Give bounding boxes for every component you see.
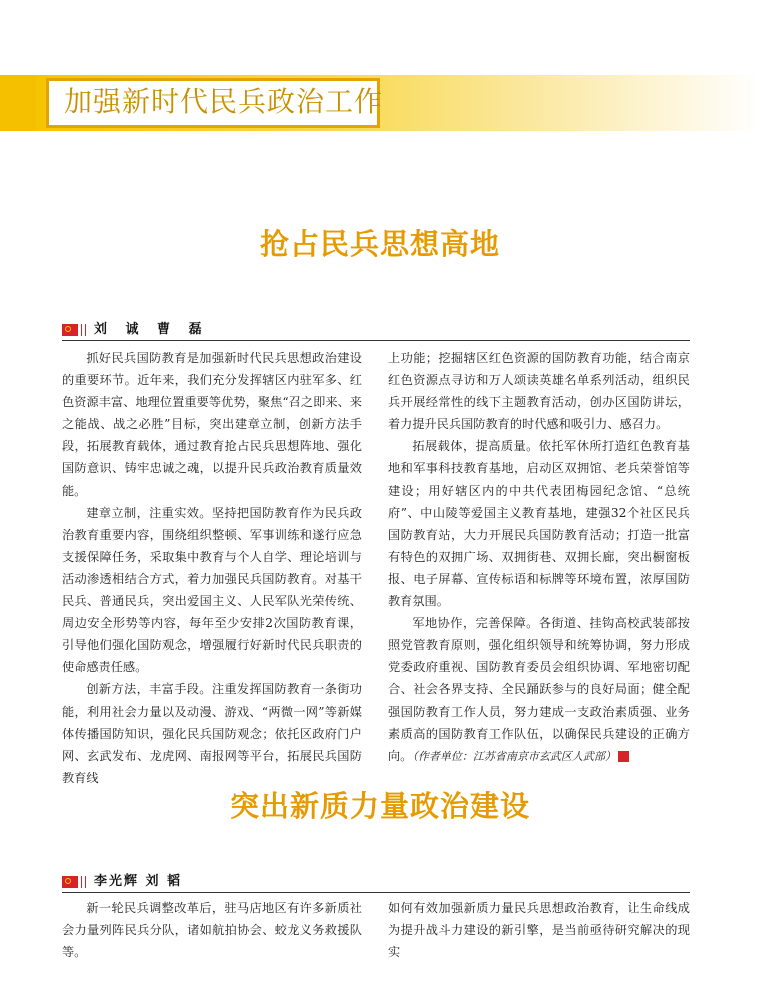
article1-paragraph-continuation: 上功能；挖掘辖区红色资源的国防教育功能，结合南京红色资源点寻访和万人颂读英雄名单系列活动，组织民兵开展经常性的线下主题教育活动，创办区国防讲坛，着力提升民兵国防教育的时代感和吸引力、感召力。	[388, 351, 690, 432]
column-header-title: 加强新时代民兵政治工作	[64, 85, 384, 118]
article1-author: 刘 诚 曹 磊	[94, 322, 209, 337]
article2-byline	[62, 874, 182, 890]
end-mark-icon: G	[618, 751, 629, 762]
divider-bars-icon	[81, 876, 86, 888]
article2-title: 突出新质力量政治建设	[229, 789, 530, 823]
article2-rule	[62, 892, 690, 893]
article1-byline	[62, 322, 209, 338]
article1-author-note: （作者单位：江苏省南京市玄武区人武部）	[412, 749, 616, 763]
article1-paragraph	[388, 612, 690, 768]
divider-bars-icon	[81, 324, 86, 336]
article1-right-column	[388, 347, 690, 768]
article1-paragraph: 建章立制，注重实效。坚持把国防教育作为民兵政治教育重要内容，围绕组织整顿、军事训练和遂行应急支援保障任务，采取集中教育与个人自学、理论培训与活动渗透相结合方式，着力加强民兵国防教育。对基干民兵、普通民兵，突出爱国主义、人民军队光荣传统、周边安全形势等内容，每年至少安排2次国防教育课，引导他们强化国防观念，增强履行好新时代民兵职责的使命感责任感。	[62, 505, 362, 675]
article2-author: 李光辉 刘 韬	[94, 874, 183, 889]
article2-paragraph: 新一轮民兵调整改革后，驻马店地区有许多新质社会力量列阵民兵分队，诸如航拍协会、蛟龙义务救援队等。	[62, 901, 362, 960]
flag-icon	[62, 876, 78, 888]
article1-left-column	[62, 347, 362, 789]
flag-icon	[62, 324, 78, 336]
article1-rule	[62, 340, 690, 341]
article1-paragraph: 抓好民兵国防教育是加强新时代民兵思想政治建设的重要环节。近年来，我们充分发挥辖区内驻军多、红色资源丰富、地理位置重要等优势，聚焦“召之即来、来之能战、战之必胜”目标，突出建章立制，创新方法手段，拓展教育载体，通过教育抢占民兵思想阵地、强化国防意识、铸牢忠诚之魂，以提升民兵政治教育质量效能。	[62, 351, 362, 498]
article2-paragraph-continuation: 如何有效加强新质力量民兵思想政治教育，让生命线成为提升战斗力建设的新引擎，是当前亟待研究解决的现实	[388, 901, 690, 960]
header-gold-block	[0, 75, 36, 131]
article1-paragraph: 创新方法，丰富手段。注重发挥国防教育一条街功能，利用社会力量以及动漫、游戏、“两微一网”等新媒体传播国防知识，强化民兵国防观念；依托区政府门户网、玄武发布、龙虎网、南报网等平台，拓展民兵国防教育线	[62, 682, 362, 785]
article1-paragraph: 拓展载体，提高质量。依托军休所打造红色教育基地和军事科技教育基地，启动区双拥馆、老兵荣誉馆等建设；用好辖区内的中共代表团梅园纪念馆、“总统府”、中山陵等爱国主义教育基地，建强32个社区民兵国防教育站，大力开展民兵国防教育活动；打造一批富有特色的双拥广场、双拥街巷、双拥长廊，突出橱窗板报、电子屏幕、宣传标语和标牌等环境布置，浓厚国防教育氛围。	[388, 439, 690, 609]
article2-right-column	[388, 897, 690, 963]
article1-title: 抢占民兵思想高地	[259, 227, 500, 261]
article2-left-column	[62, 897, 362, 963]
article1-paragraph-text: 军地协作，完善保障。各街道、挂钩高校武装部按照党管教育原则，强化组织领导和统筹协调，努力形成党委政府重视、国防教育委员会组织协调、军地密切配合、社会各界支持、全民踊跃参与的良好局面；健全配强国防教育工作人员，努力建成一支政治素质强、业务素质高的国防教育工作队伍，以确保民兵建设的正确方向。	[388, 616, 690, 763]
